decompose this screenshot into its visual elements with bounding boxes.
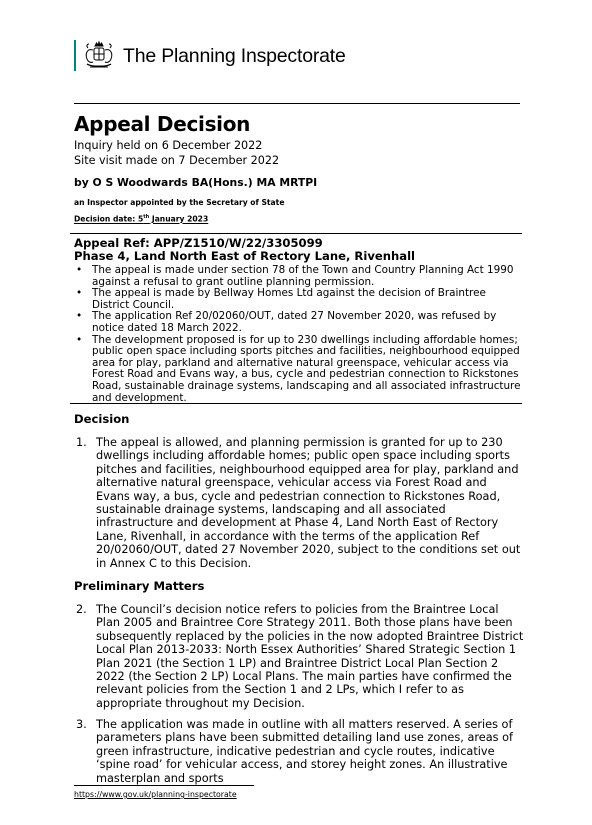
appeal-site: Phase 4, Land North East of Rectory Lane, Rivenhall: [74, 249, 416, 263]
paragraph-number: 1.: [76, 436, 87, 449]
list-item: • The development proposed is for up to 230 dwellings including affordable homes; public open space including sports pitches and facilities, neighbourhood equipped area for play, parkland and alternative natural greenspace, vehicular access via Forest Road and Evans way, a bus, cycle and pedestrian connection to Rickstones Road, sustainable drainage systems, landscaping and all associated infrastructure and development.: [74, 335, 524, 405]
appeal-ref: Appeal Ref: APP/Z1510/W/22/3305099: [74, 236, 323, 250]
section-heading-decision: Decision: [74, 412, 130, 426]
paragraph-number: 3.: [76, 718, 87, 731]
paragraph-text: The application was made in outline with all matters reserved. A series of parameters plans have been submitted detailing land use zones, areas of green infrastructure, indicative pedestrian and cycle routes, indicative ‘spine road’ for vehicular access, and storey height zones. An illustrative masterplan and sports: [96, 718, 514, 785]
inquiry-date: Inquiry held on 6 December 2022: [74, 139, 263, 152]
page-title: Appeal Decision: [74, 112, 251, 136]
org-name: The Planning Inspectorate: [123, 45, 346, 67]
inspector-appointment: an Inspector appointed by the Secretary of State: [74, 198, 285, 207]
section-heading-preliminary: Preliminary Matters: [74, 579, 205, 593]
footer-link[interactable]: https://www.gov.uk/planning-inspectorate: [74, 790, 237, 799]
royal-crest-icon: [82, 40, 116, 72]
list-item: • The application Ref 20/02060/OUT, dated 27 November 2020, was refused by notice dated 18 March 2022.: [74, 311, 524, 334]
paragraph-1: [74, 436, 524, 570]
decision-date: Decision date: 5th January 2023: [74, 214, 209, 224]
footer-rule: [74, 785, 254, 786]
paragraph-number: 2.: [76, 603, 87, 616]
list-item: • The appeal is made by Bellway Homes Ltd against the decision of Braintree District Council.: [74, 288, 524, 311]
paragraph-text: The appeal is allowed, and planning permission is granted for up to 230 dwellings including affordable homes; public open space including sports pitches and facilities, neighbourhood equipped area for play, parkland and alternative natural greenspace, vehicular access via Forest Road and Evans way, a bus, cycle and pedestrian connection to Rickstones Road, sustainable drainage systems, landscaping and all associated infrastructure and development at Phase 4, Land North East of Rectory Lane, Rivenhall, in accordance with the terms of the application Ref 20/02060/OUT, dated 27 November 2020, subject to the conditions set out in Annex C to this Decision.: [96, 436, 521, 570]
list-item: • The appeal is made under section 78 of the Town and Country Planning Act 1990 against a refusal to grant outline planning permission.: [74, 265, 524, 288]
title-top-rule: [74, 103, 520, 104]
paragraph-text: The Council’s decision notice refers to policies from the Braintree Local Plan 2005 and Braintree Core Strategy 2011. Both those plans have been subsequently replaced by the policies in the now adopted Braintree District Local Plan 2013-2033: North Essex Authorities’ Shared Strategic Section 1 Plan 2021 (the Section 1 LP) and Braintree District Local Plan Section 2 2022 (the Section 2 LP) Local Plans. The main parties have confirmed the relevant policies from the Section 1 and 2 LPs, which I refer to as appropriate throughout my Decision.: [96, 603, 524, 710]
inspector-name: by O S Woodwards BA(Hons.) MA MRTPI: [74, 176, 318, 189]
site-visit-date: Site visit made on 7 December 2022: [74, 154, 280, 167]
paragraph-2: [74, 603, 524, 710]
paragraph-3: [74, 718, 524, 785]
appeal-details-list: [74, 265, 524, 404]
header-accent-bar: [74, 40, 76, 71]
